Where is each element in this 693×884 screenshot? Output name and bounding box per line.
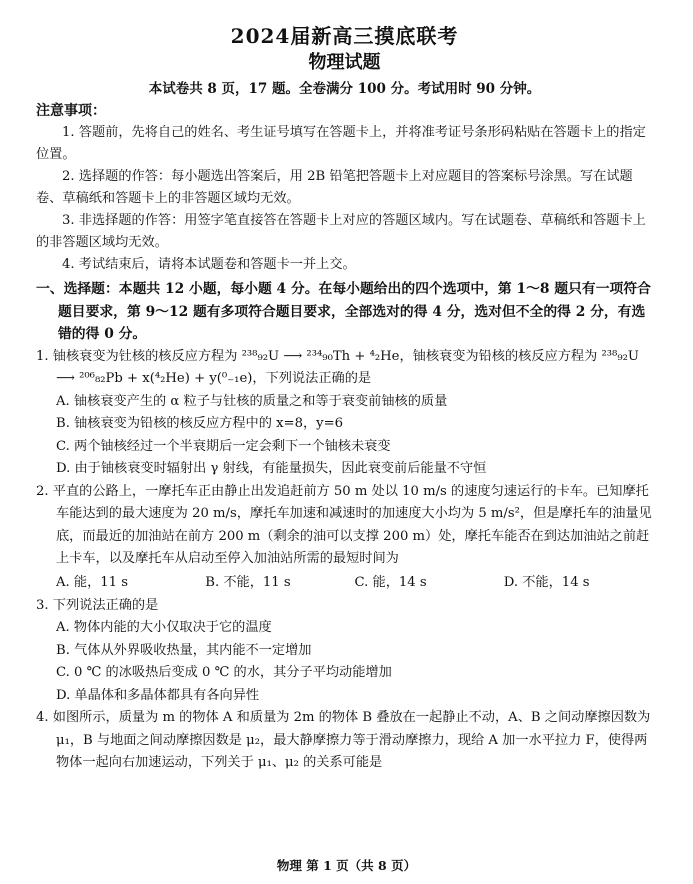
note-item: 3. 非选择题的作答：用签字笔直接答在答题卡上对应的答题区域内。写在试题卷、草稿纸和答题卡上的非答题区域均无效。 [36, 213, 646, 250]
note-item: 2. 选择题的作答：每小题选出答案后，用 2B 铅笔把答题卡上对应题目的答案标号涂黑。写在试题卷、草稿纸和答题卡上的非答题区域均无效。 [36, 169, 633, 206]
note-item: 4. 考试结束后，请将本试题卷和答题卡一并上交。 [62, 257, 356, 272]
question-1-option-a: A. 铀核衰变产生的 α 粒子与钍核的质量之和等于衰变前铀核的质量 [56, 393, 448, 409]
section-heading: 一、选择题：本题共 12 小题，每小题 4 分。在每小题给出的四个选项中，第 1～8 题只有一项符合题目要求，第 9～12 题有多项符合题目要求，全部选对的得 4 分，选对但不全的得 2 分，有选错的得 0 分。 [36, 281, 651, 342]
question-3-option-b: B. 气体从外界吸收热量，其内能不一定增加 [56, 642, 312, 658]
exam-info: 本试卷共 8 页，17 题。全卷满分 100 分。考试用时 90 分钟。 [148, 81, 541, 97]
question-2-stem: 2. 平直的公路上，一摩托车正由静止出发追赶前方 50 m 处以 10 m/s 的速度匀速运行的卡车。已知摩托车能达到的最大速度为 20 m/s，摩托车加速和减速时的加速度大小均为 5 m/s²，但是摩托车的油量见底，而最近的加油站在前方 200 m（剩余的油可以支撑 200 m）处，摩托车能否在到达加油站之前赶上卡车，以及摩托车从启动至停入加油站所需的最短时间为 [36, 483, 652, 566]
exam-subject: 物理试题 [308, 52, 381, 73]
question-3-option-c: C. 0 ℃ 的冰吸热后变成 0 ℃ 的水，其分子平均动能增加 [56, 665, 392, 680]
note-item: 1. 答题前，先将自己的姓名、考生证号填写在答题卡上，并将准考证号条形码粘贴在答题卡上的指定位置。 [36, 125, 646, 162]
question-2-options [36, 571, 653, 595]
question-2-option-d: D. 不能，14 s [503, 574, 590, 590]
question-3-stem: 3. 下列说法正确的是 [36, 597, 159, 613]
question-3-option-a: A. 物体内能的大小仅取决于它的温度 [56, 620, 272, 635]
question-1-stem: 1. 铀核衰变为钍核的核反应方程为 ²³⁸₉₂U ⟶ ²³⁴₉₀Th + ⁴₂He，铀核衰变为铅核的核反应方程为 ²³⁸₉₂U ⟶ ²⁰⁶₈₂Pb + x(⁴₂He) + y(⁰₋₁e)，下列说法正确的是 [36, 348, 640, 386]
notes-heading: 注意事项： [36, 103, 106, 119]
question-2-option-c: C. 能，14 s [354, 574, 427, 590]
page-footer: 物理 第 1 页（共 8 页） [276, 858, 417, 873]
question-1-option-b: B. 铀核衰变为铅核的核反应方程中的 x=8，y=6 [56, 416, 344, 431]
question-1-option-d: D. 由于铀核衰变时辐射出 γ 射线，有能量损失，因此衰变前后能量不守恒 [56, 461, 487, 476]
question-4-stem: 4. 如图所示，质量为 m 的物体 A 和质量为 2m 的物体 B 叠放在一起静止不动，A、B 之间动摩擦因数为 μ₁，B 与地面之间动摩擦因数是 μ₂，最大静摩擦力等于滑动摩擦力，现给 A 加一水平拉力 F，使得两物体一起向右加速运动，下列关于 μ₁、μ₂ 的关系可能是 [36, 710, 651, 770]
question-2-option-b: B. 不能，11 s [205, 574, 291, 590]
question-3-option-d: D. 单晶体和多晶体都具有各向异性 [56, 687, 260, 703]
question-1-option-c: C. 两个铀核经过一个半衰期后一定会剩下一个铀核未衰变 [56, 438, 391, 454]
exam-title: 2024届新高三摸底联考 [230, 24, 459, 48]
question-2-option-a: A. 能，11 s [56, 574, 129, 590]
